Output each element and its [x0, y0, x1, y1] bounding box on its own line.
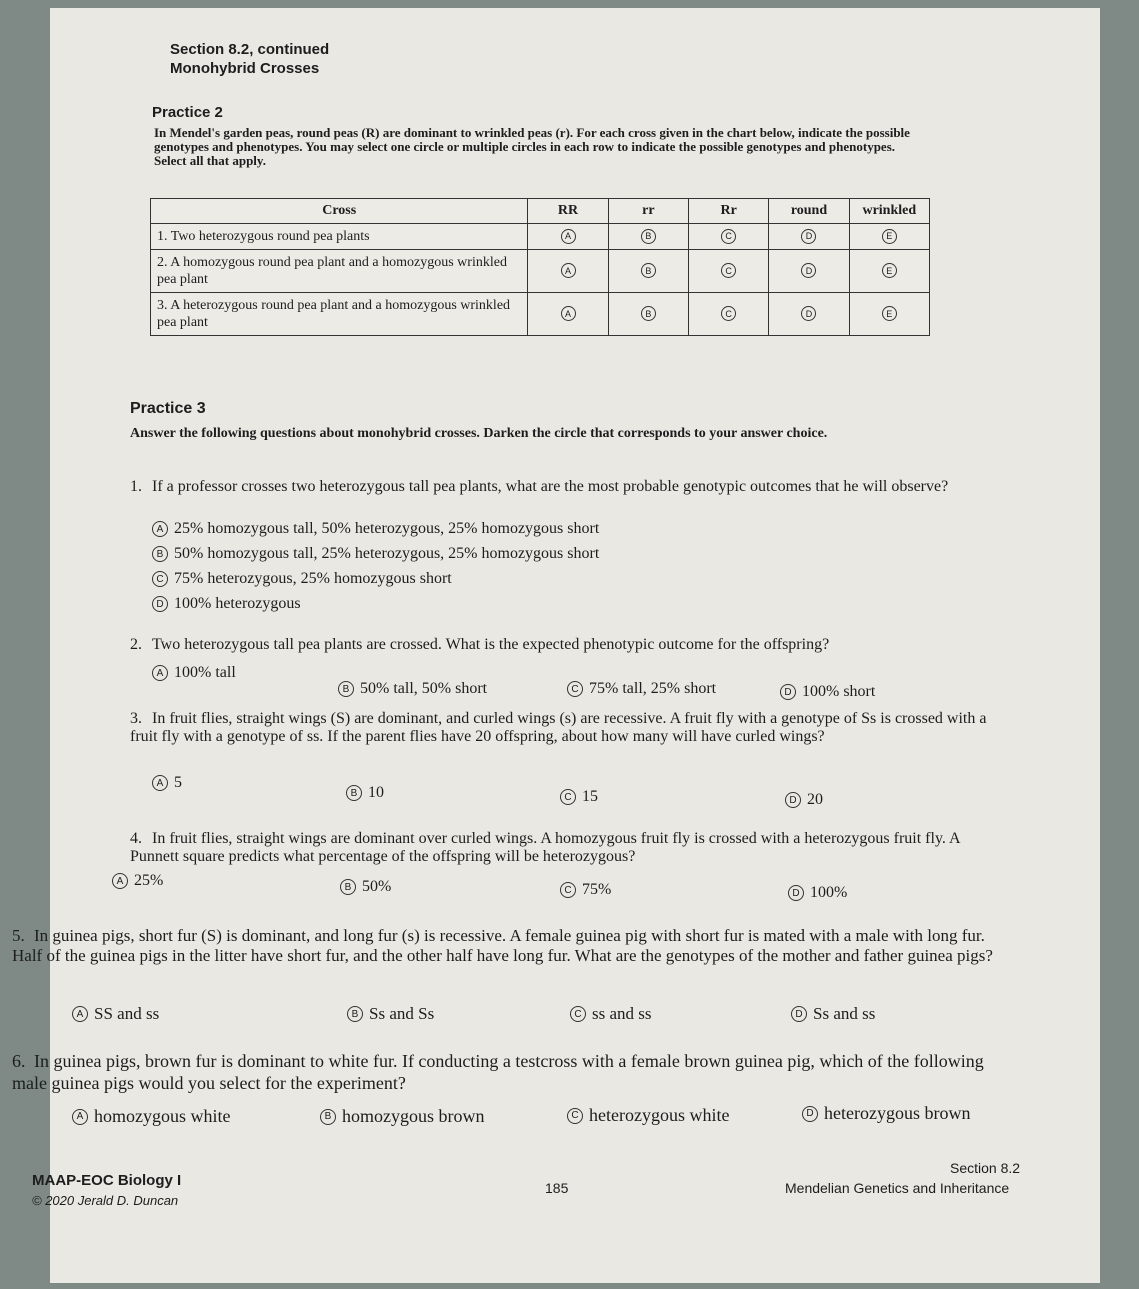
q4-option-a[interactable]: A 25% — [112, 872, 163, 890]
q2-option-d[interactable]: D 100% short — [780, 683, 875, 701]
answer-bubble-c[interactable]: C — [721, 229, 736, 244]
table-row — [151, 224, 930, 250]
q5-option-a[interactable]: A SS and ss — [72, 1004, 159, 1024]
col-round: round — [769, 199, 849, 224]
answer-bubble-b[interactable]: B — [641, 229, 656, 244]
answer-bubble[interactable]: A — [152, 521, 168, 537]
answer-bubble-e[interactable]: E — [882, 263, 897, 278]
cross-description: 2. A homozygous round pea plant and a homozygous wrinkled pea plant — [151, 250, 528, 293]
q6-option-c[interactable]: C heterozygous white — [567, 1105, 729, 1126]
q1-option-c[interactable]: C 75% heterozygous, 25% homozygous short — [152, 570, 452, 588]
table-row — [151, 293, 930, 336]
answer-bubble-c[interactable]: C — [721, 306, 736, 321]
col-cross: Cross — [151, 199, 528, 224]
table-header-row — [151, 199, 930, 224]
col-RR: RR — [528, 199, 608, 224]
col-Rr: Rr — [689, 199, 769, 224]
genotype-phenotype-table — [150, 198, 930, 336]
q5-option-b[interactable]: B Ss and Ss — [347, 1004, 434, 1024]
question-text: In fruit flies, straight wings (S) are dominant, and curled wings (s) are recessive. A fruit fly with a genotype of Ss is crossed with a fruit fly with a genotype of ss. If the parent flies have 20 offspring, about how many will have curled wings? — [130, 710, 987, 745]
page-number: 185 — [545, 1180, 569, 1196]
answer-bubble-d[interactable]: D — [801, 263, 816, 278]
q3-option-a[interactable]: A 5 — [152, 774, 182, 792]
answer-bubble[interactable]: D — [802, 1106, 818, 1122]
practice2-title: Practice 2 — [152, 104, 223, 121]
answer-bubble[interactable]: D — [788, 885, 804, 901]
answer-bubble-b[interactable]: B — [641, 263, 656, 278]
section-heading: Section 8.2, continued — [170, 41, 330, 58]
answer-bubble-a[interactable]: A — [561, 229, 576, 244]
question-5: 5. In guinea pigs, short fur (S) is dominant, and long fur (s) is recessive. A female guinea pig with short fur is mated with a male with long fur. Half of the guinea pigs in the litter have short fur, and the other half have long fur. What are the genotypes of the mother and father guinea pigs? — [12, 926, 993, 965]
q4-option-c[interactable]: C 75% — [560, 881, 611, 899]
q4-option-b[interactable]: B 50% — [340, 878, 391, 896]
footer-book-title: MAAP-EOC Biology I — [32, 1172, 182, 1189]
answer-bubble[interactable]: B — [320, 1109, 336, 1125]
answer-bubble[interactable]: B — [338, 681, 354, 697]
answer-bubble[interactable]: A — [72, 1006, 88, 1022]
q1-option-b[interactable]: B 50% homozygous tall, 25% heterozygous, 25% homozygous short — [152, 545, 599, 563]
answer-bubble-d[interactable]: D — [801, 306, 816, 321]
question-6: 6. In guinea pigs, brown fur is dominant to white fur. If conducting a testcross with a female brown guinea pig, which of the following male guinea pigs would you select for the experiment? — [12, 1051, 984, 1093]
q5-option-d[interactable]: D Ss and ss — [791, 1004, 875, 1024]
answer-bubble[interactable]: C — [567, 681, 583, 697]
question-text: Two heterozygous tall pea plants are crossed. What is the expected phenotypic outcome for the offspring? — [152, 636, 830, 653]
answer-bubble-e[interactable]: E — [882, 229, 897, 244]
table-row — [151, 250, 930, 293]
q6-option-a[interactable]: A homozygous white — [72, 1106, 231, 1127]
q5-option-c[interactable]: C ss and ss — [570, 1004, 652, 1024]
answer-bubble[interactable]: A — [152, 775, 168, 791]
question-2: 2. Two heterozygous tall pea plants are crossed. What is the expected phenotypic outcome for the offspring? — [130, 636, 830, 653]
q1-option-d[interactable]: D 100% heterozygous — [152, 595, 301, 613]
q2-option-c[interactable]: C 75% tall, 25% short — [567, 680, 716, 698]
answer-bubble[interactable]: D — [785, 792, 801, 808]
answer-bubble[interactable]: C — [560, 789, 576, 805]
answer-bubble[interactable]: B — [346, 785, 362, 801]
answer-bubble[interactable]: C — [560, 882, 576, 898]
answer-bubble[interactable]: C — [570, 1006, 586, 1022]
question-text: In guinea pigs, brown fur is dominant to white fur. If conducting a testcross with a female brown guinea pig, which of the following male guinea pigs would you select for the experiment? — [12, 1051, 984, 1093]
col-wrinkled: wrinkled — [849, 199, 929, 224]
q4-option-d[interactable]: D 100% — [788, 884, 847, 902]
answer-bubble[interactable]: C — [567, 1108, 583, 1124]
question-text: If a professor crosses two heterozygous tall pea plants, what are the most probable genotypic outcomes that he will observe? — [152, 478, 949, 495]
q2-option-b[interactable]: B 50% tall, 50% short — [338, 680, 487, 698]
q1-option-a[interactable]: A 25% homozygous tall, 50% heterozygous, 25% homozygous short — [152, 520, 599, 538]
answer-bubble[interactable]: B — [340, 879, 356, 895]
cross-description: 3. A heterozygous round pea plant and a homozygous wrinkled pea plant — [151, 293, 528, 336]
footer-chapter: Mendelian Genetics and Inheritance — [785, 1180, 1010, 1196]
col-rr: rr — [608, 199, 688, 224]
answer-bubble-e[interactable]: E — [882, 306, 897, 321]
answer-bubble-a[interactable]: A — [561, 263, 576, 278]
answer-bubble[interactable]: D — [780, 684, 796, 700]
topic-heading: Monohybrid Crosses — [170, 60, 320, 77]
answer-bubble[interactable]: A — [112, 873, 128, 889]
footer-section: Section 8.2 — [950, 1160, 1021, 1176]
cross-description: 1. Two heterozygous round pea plants — [151, 224, 528, 250]
q3-option-c[interactable]: C 15 — [560, 788, 598, 806]
answer-bubble[interactable]: B — [152, 546, 168, 562]
answer-bubble-a[interactable]: A — [561, 306, 576, 321]
answer-bubble[interactable]: D — [152, 596, 168, 612]
answer-bubble-c[interactable]: C — [721, 263, 736, 278]
q6-option-b[interactable]: B homozygous brown — [320, 1106, 485, 1127]
q3-option-d[interactable]: D 20 — [785, 791, 823, 809]
question-3: 3. In fruit flies, straight wings (S) are dominant, and curled wings (s) are recessive. A fruit fly with a genotype of Ss is crossed with a fruit fly with a genotype of ss. If the parent flies have 20 offspring, about how many will have curled wings? — [130, 710, 987, 745]
question-text: In guinea pigs, short fur (S) is dominant, and long fur (s) is recessive. A female guinea pig with short fur is mated with a male with long fur. Half of the guinea pigs in the litter have short fur, and the other half have long fur. What are the genotypes of the mother and father guinea pigs? — [12, 926, 993, 965]
q3-option-b[interactable]: B 10 — [346, 784, 384, 802]
practice3-title: Practice 3 — [130, 400, 206, 417]
q6-option-d[interactable]: D heterozygous brown — [802, 1103, 970, 1124]
footer-copyright: © 2020 Jerald D. Duncan — [32, 1193, 179, 1208]
question-1: 1. If a professor crosses two heterozygous tall pea plants, what are the most probable genotypic outcomes that he will observe? — [130, 478, 949, 495]
answer-bubble[interactable]: D — [791, 1006, 807, 1022]
answer-bubble[interactable]: B — [347, 1006, 363, 1022]
worksheet-page — [12, 8, 1100, 1283]
practice3-instructions: Answer the following questions about monohybrid crosses. Darken the circle that corresponds to your answer choice. — [130, 426, 828, 441]
practice2-instructions: In Mendel's garden peas, round peas (R) are dominant to wrinkled peas (r). For each cross given in the chart below, indicate the possible genotypes and phenotypes. You may select one circle or multiple circles in each row to indicate the possible genotypes and phenotypes. Select all that apply. — [154, 125, 910, 168]
question-4: 4. In fruit flies, straight wings are dominant over curled wings. A homozygous fruit fly is crossed with a heterozygous fruit fly. A Punnett square predicts what percentage of the offspring will be heterozygous? — [130, 830, 960, 865]
answer-bubble[interactable]: A — [72, 1109, 88, 1125]
answer-bubble[interactable]: A — [152, 665, 168, 681]
question-text: In fruit flies, straight wings are dominant over curled wings. A homozygous fruit fly is crossed with a heterozygous fruit fly. A Punnett square predicts what percentage of the offspring will be heterozygous? — [130, 830, 960, 865]
answer-bubble-d[interactable]: D — [801, 229, 816, 244]
answer-bubble[interactable]: C — [152, 571, 168, 587]
q2-option-a[interactable]: A 100% tall — [152, 664, 236, 682]
answer-bubble-b[interactable]: B — [641, 306, 656, 321]
